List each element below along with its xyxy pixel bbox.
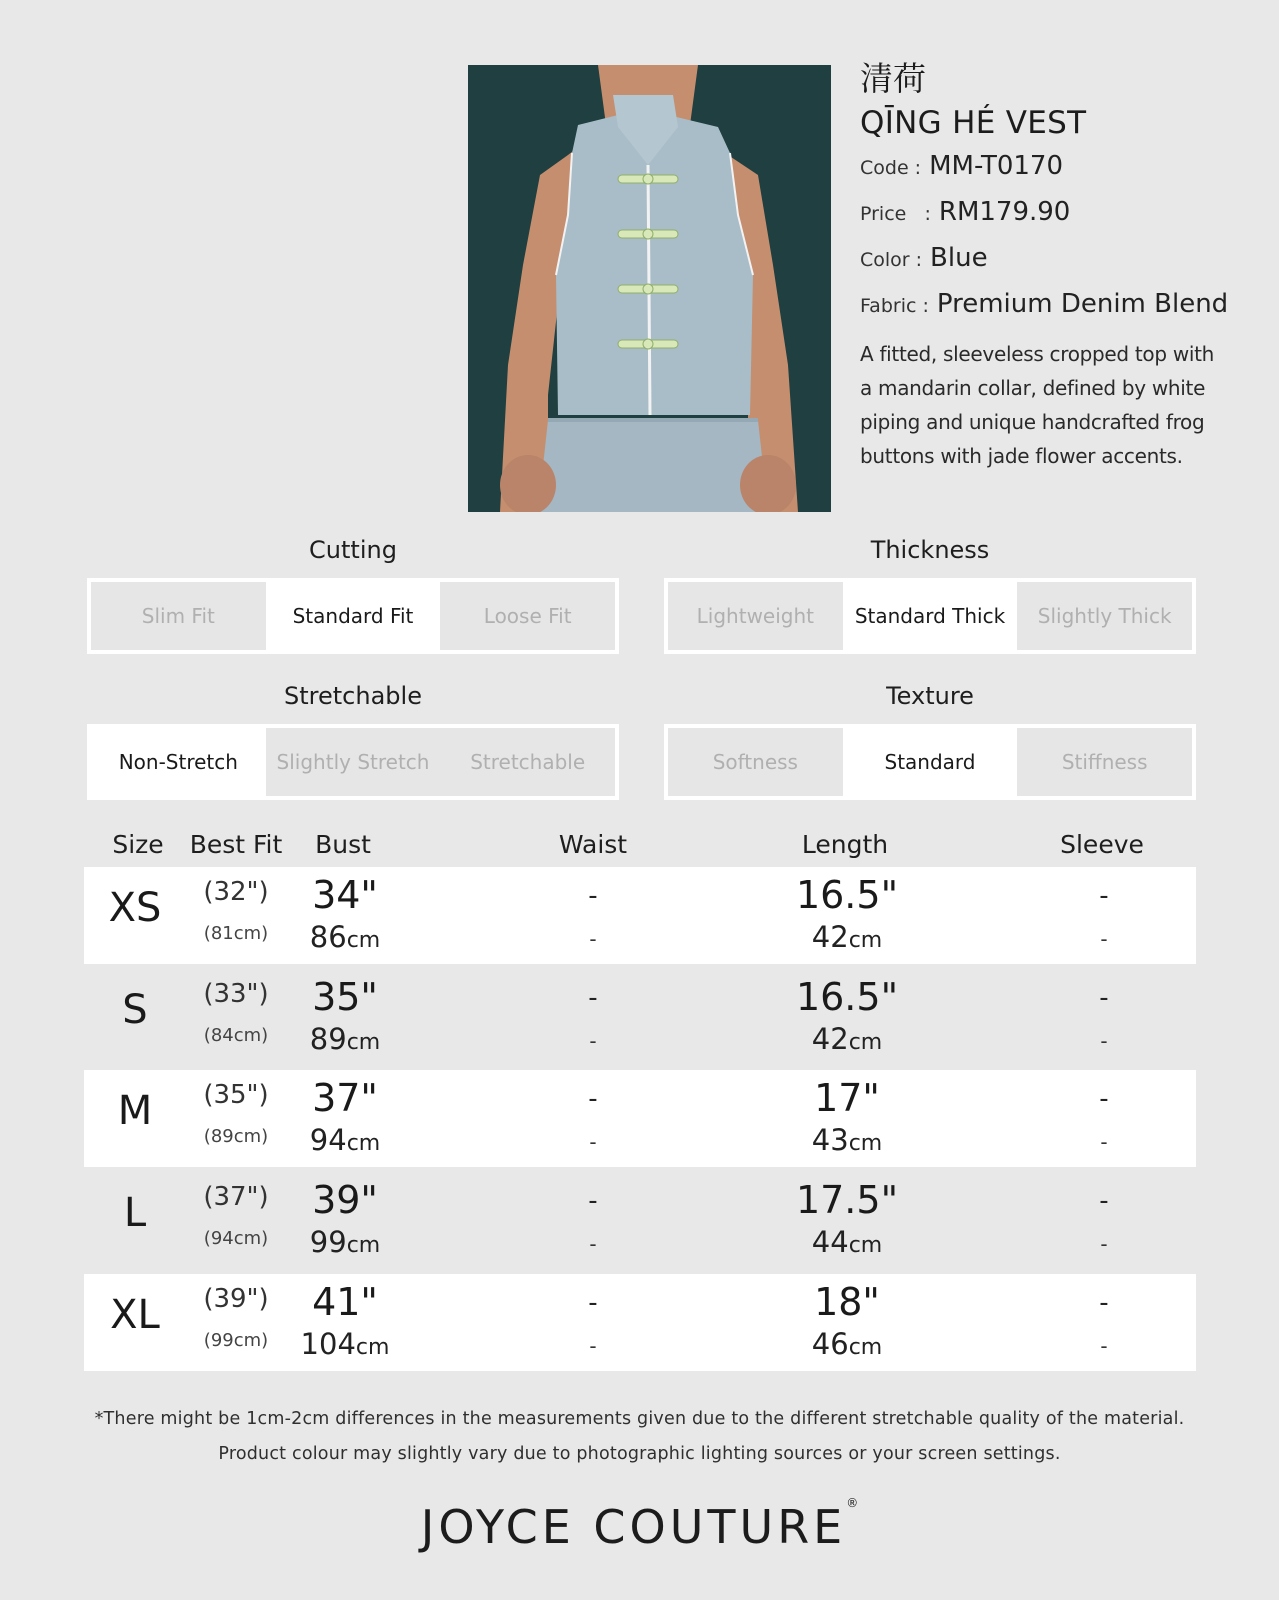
size-label: S — [122, 987, 148, 1033]
stretchable-option: Slightly Stretch — [266, 728, 441, 796]
texture-option: Softness — [668, 728, 843, 796]
bust-cm — [301, 1327, 390, 1361]
length-cm — [812, 1225, 882, 1259]
sleeve-inches: - — [1099, 1288, 1109, 1318]
sleeve-inches: - — [1099, 1084, 1109, 1114]
bust-inches: 37" — [312, 1076, 378, 1120]
size-row-s — [84, 969, 1196, 1066]
bust-cm-unit: cm — [346, 1030, 381, 1055]
product-name: QĪNG HÉ VEST — [860, 105, 1087, 141]
waist-cm: - — [589, 1130, 597, 1154]
length-cm-value: 44 — [811, 1225, 849, 1259]
cutting-scale — [87, 530, 619, 654]
best-fit-cm: (81cm) — [203, 923, 269, 944]
bust-inches: 34" — [312, 873, 378, 917]
size-label: XS — [108, 885, 162, 931]
registered-mark: ® — [846, 1496, 859, 1510]
colour-disclaimer: Product colour may slightly vary due to photographic lighting sources or your screen settings. — [218, 1444, 1061, 1464]
texture-options — [664, 724, 1196, 800]
best-fit-inches: (39") — [203, 1284, 269, 1314]
best-fit-inches: (32") — [203, 877, 269, 907]
bust-cm-value: 99 — [309, 1225, 347, 1259]
waist-inches: - — [588, 1288, 598, 1318]
size-label: XL — [110, 1292, 160, 1338]
bust-cm-unit: cm — [346, 1233, 381, 1258]
size-row-xl — [84, 1274, 1196, 1371]
length-inches: 16.5" — [795, 975, 899, 1019]
length-cm — [812, 1327, 882, 1361]
length-cm-unit: cm — [848, 928, 883, 953]
waist-inches: - — [588, 881, 598, 911]
thickness-option: Standard Thick — [843, 582, 1018, 650]
color-label: Color : — [860, 249, 923, 271]
best-fit-cm: (84cm) — [203, 1025, 269, 1046]
product-info — [860, 60, 1260, 473]
bust-cm-value: 94 — [309, 1123, 347, 1157]
thickness-scale — [664, 530, 1196, 654]
product-description: A fitted, sleeveless cropped top with a mandarin collar, defined by white piping and unique handcrafted frog buttons with jade flower accents. — [860, 342, 1215, 468]
best-fit-inches: (33") — [203, 979, 269, 1009]
sleeve-inches: - — [1099, 983, 1109, 1013]
sleeve-inches: - — [1099, 881, 1109, 911]
cutting-option: Standard Fit — [266, 582, 441, 650]
size-label: L — [123, 1190, 147, 1236]
fabric-row — [860, 281, 1260, 327]
length-cm-value: 43 — [811, 1123, 849, 1157]
bust-cm-value: 89 — [309, 1022, 347, 1056]
measurement-disclaimer: *There might be 1cm-2cm differences in the measurements given due to the different stretchable quality of the material. — [94, 1409, 1185, 1429]
texture-option: Standard — [843, 728, 1018, 796]
waist-cm: - — [589, 927, 597, 951]
best-fit-cm: (94cm) — [203, 1228, 269, 1249]
waist-cm: - — [589, 1029, 597, 1053]
fabric-value: Premium Denim Blend — [936, 289, 1229, 319]
length-cm-unit: cm — [848, 1030, 883, 1055]
length-inches: 17" — [814, 1076, 880, 1120]
waist-inches: - — [588, 1186, 598, 1216]
waist-inches: - — [588, 983, 598, 1013]
product-name-chinese: 清荷 — [860, 59, 926, 98]
bust-cm — [310, 1022, 380, 1056]
bust-cm-unit: cm — [346, 928, 381, 953]
sleeve-inches: - — [1099, 1186, 1109, 1216]
sleeve-cm: - — [1100, 1334, 1108, 1358]
size-label: M — [117, 1088, 153, 1134]
fabric-label: Fabric : — [860, 295, 929, 317]
price-value: RM179.90 — [938, 197, 1071, 227]
header-best-fit: Best Fit — [189, 830, 283, 859]
sleeve-cm: - — [1100, 1029, 1108, 1053]
header-sleeve: Sleeve — [1060, 830, 1144, 859]
size-row-m — [84, 1070, 1196, 1167]
color-value: Blue — [930, 243, 988, 273]
brand-logo — [0, 1496, 1279, 1554]
cutting-title: Cutting — [309, 536, 397, 564]
stretchable-option: Stretchable — [440, 728, 615, 796]
length-cm-unit: cm — [848, 1131, 883, 1156]
size-table-header — [84, 825, 1196, 865]
bust-inches: 41" — [312, 1280, 378, 1324]
price-label: Price : — [860, 203, 931, 225]
length-cm-value: 42 — [811, 920, 849, 954]
price-row — [860, 189, 1260, 235]
header-bust: Bust — [315, 830, 371, 859]
code-value: MM-T0170 — [929, 151, 1064, 181]
length-cm-value: 42 — [811, 1022, 849, 1056]
waist-inches: - — [588, 1084, 598, 1114]
bust-cm — [310, 1225, 380, 1259]
length-cm-unit: cm — [848, 1233, 883, 1258]
header-size: Size — [112, 830, 164, 859]
size-row-xs — [84, 867, 1196, 964]
bust-inches: 35" — [312, 975, 378, 1019]
brand-name: JOYCE COUTURE — [420, 1500, 847, 1554]
bust-inches: 39" — [312, 1178, 378, 1222]
waist-cm: - — [589, 1334, 597, 1358]
sleeve-cm: - — [1100, 927, 1108, 951]
waist-cm: - — [589, 1232, 597, 1256]
length-cm-value: 46 — [811, 1327, 849, 1361]
thickness-options — [664, 578, 1196, 654]
bust-cm-unit: cm — [355, 1335, 390, 1360]
best-fit-inches: (37") — [203, 1182, 269, 1212]
thickness-option: Slightly Thick — [1017, 582, 1192, 650]
sleeve-cm: - — [1100, 1130, 1108, 1154]
thickness-option: Lightweight — [668, 582, 843, 650]
header-length: Length — [801, 830, 889, 859]
best-fit-inches: (35") — [203, 1080, 269, 1110]
stretchable-scale — [87, 676, 619, 800]
bust-cm-value: 86 — [309, 920, 347, 954]
length-cm — [812, 920, 882, 954]
stretchable-title: Stretchable — [284, 682, 422, 710]
best-fit-cm: (99cm) — [203, 1330, 269, 1351]
length-inches: 16.5" — [795, 873, 899, 917]
length-inches: 18" — [814, 1280, 880, 1324]
stretchable-option: Non-Stretch — [91, 728, 266, 796]
best-fit-cm: (89cm) — [203, 1126, 269, 1147]
code-row — [860, 143, 1260, 189]
cutting-option: Loose Fit — [440, 582, 615, 650]
texture-option: Stiffness — [1017, 728, 1192, 796]
stretchable-options — [87, 724, 619, 800]
length-inches: 17.5" — [795, 1178, 899, 1222]
color-row — [860, 235, 1260, 281]
bust-cm — [310, 920, 380, 954]
bust-cm — [310, 1123, 380, 1157]
header-waist: Waist — [558, 830, 628, 859]
texture-title: Texture — [886, 682, 974, 710]
length-cm-unit: cm — [848, 1335, 883, 1360]
sleeve-cm: - — [1100, 1232, 1108, 1256]
texture-scale — [664, 676, 1196, 800]
size-row-l — [84, 1172, 1196, 1269]
bust-cm-value: 104 — [300, 1327, 356, 1361]
length-cm — [812, 1022, 882, 1056]
code-label: Code : — [860, 157, 922, 179]
cutting-options — [87, 578, 619, 654]
thickness-title: Thickness — [870, 536, 990, 564]
bust-cm-unit: cm — [346, 1131, 381, 1156]
product-photo — [468, 65, 831, 512]
vest-model-image — [468, 65, 831, 512]
cutting-option: Slim Fit — [91, 582, 266, 650]
length-cm — [812, 1123, 882, 1157]
